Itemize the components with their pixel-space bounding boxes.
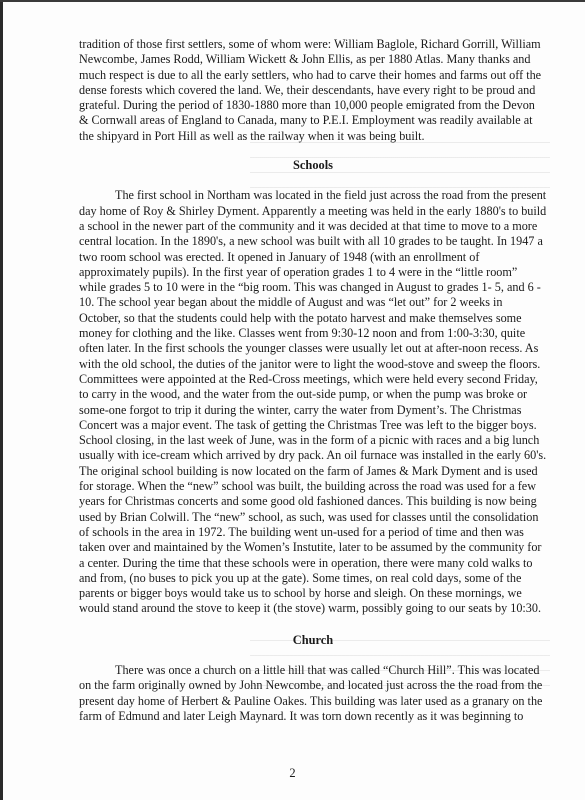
document-page xyxy=(79,37,547,724)
intro-paragraph: tradition of those first settlers, some of whom were: William Baglole, Richard Gorrill, William Newcombe, James Rodd, William Wickett & John Ellis, as per 1880 Atlas. Many thanks and much respect is due to all the early settlers, who had to carve their homes and farms out off the dense forests which covered the land. We, their descendants, have every right to be proud and grateful. During the period of 1830-1880 more than 10,000 people emigrated from the Devon & Cornwall areas of England to Canada, many to P.E.I. Employment was readily available at the shipyard in Port Hill as well as the railway when it was being built. xyxy=(79,37,542,143)
church-heading: Church xyxy=(292,632,334,647)
page-number: 2 xyxy=(289,766,296,780)
scan-edge xyxy=(0,0,3,800)
scan-edge-top xyxy=(0,0,585,2)
schools-paragraph: The first school in Northam was located in the field just across the road from the present day home of Roy & Shirley Dyment. Apparently a meeting was held in the early 1880's to build a school in the newer part of the community and it was decided at that time to move to a more central location. In the 1890's, a new school was built with all 10 grades to be taught. In 1947 a two room school was erected. It opened in January of 1948 (with an enrollment of approximately pupils). In the first year of operation grades 1 to 4 were in the “little room” while grades 5 to 10 were in the “big room. This was changed in August to grades 1- 5, and 6 - 10. The school year began about the middle of August and was “let out” for 2 weeks in October, so that the students could help with the potato harvest and make themselves some money for clothing and the like. Classes went from 9:30-12 noon and from 1:00-3:30, quite often later. In the first schools the younger classes were usually let out at after-noon recess. As with the old school, the duties of the janitor were to light the wood-stove and sweep the floors. Committees were appointed at the Red-Cross meetings, which were held every second Friday, to carry in the wood, and the water from the out-side pump, or when the pump was broke or some-one forgot to trip it during the winter, carry the water from Dyment’s. The Christmas Concert was a major event. The task of getting the Christmas Tree was left to the bigger boys. School closing, in the last week of June, was in the form of a picnic with races and a big lunch usually with ice-cream which arrived by dry pack. An oil furnace was installed in the early 60's. The original school building is now located on the farm of James & Mark Dyment and is used for storage. When the “new” school was built, the building across the road was used for a few years for Christmas concerts and some good old fashioned dances. This building is now being used by Brian Colwill. The “new” school, as such, was used for classes until the consolidation of schools in the area in 1972. The building went un-used for a period of time and then was taken over and maintained by the Women’s Instutite, later to be assumed by the community for a center. During the time that these schools were in operation, there were many cold walks to and from, (no buses to pick you up at the gate). Some times, on real cold days, some of the parents or bigger boys would take us to school by horse and sleigh. On these mornings, we would stand around the stove to keep it (the stove) warm, possibly going to our seats by 10:30. xyxy=(79,188,547,616)
church-paragraph: There was once a church on a little hill that was called “Church Hill”. This was located on the farm originally owned by John Newcombe, and located just across the the road from the present day home of Herbert & Pauline Oakes. This building was later used as a granary on the farm of Edmund and later Leigh Maynard. It was torn down recently as it was beginning to xyxy=(79,662,543,723)
schools-heading: Schools xyxy=(293,158,333,173)
